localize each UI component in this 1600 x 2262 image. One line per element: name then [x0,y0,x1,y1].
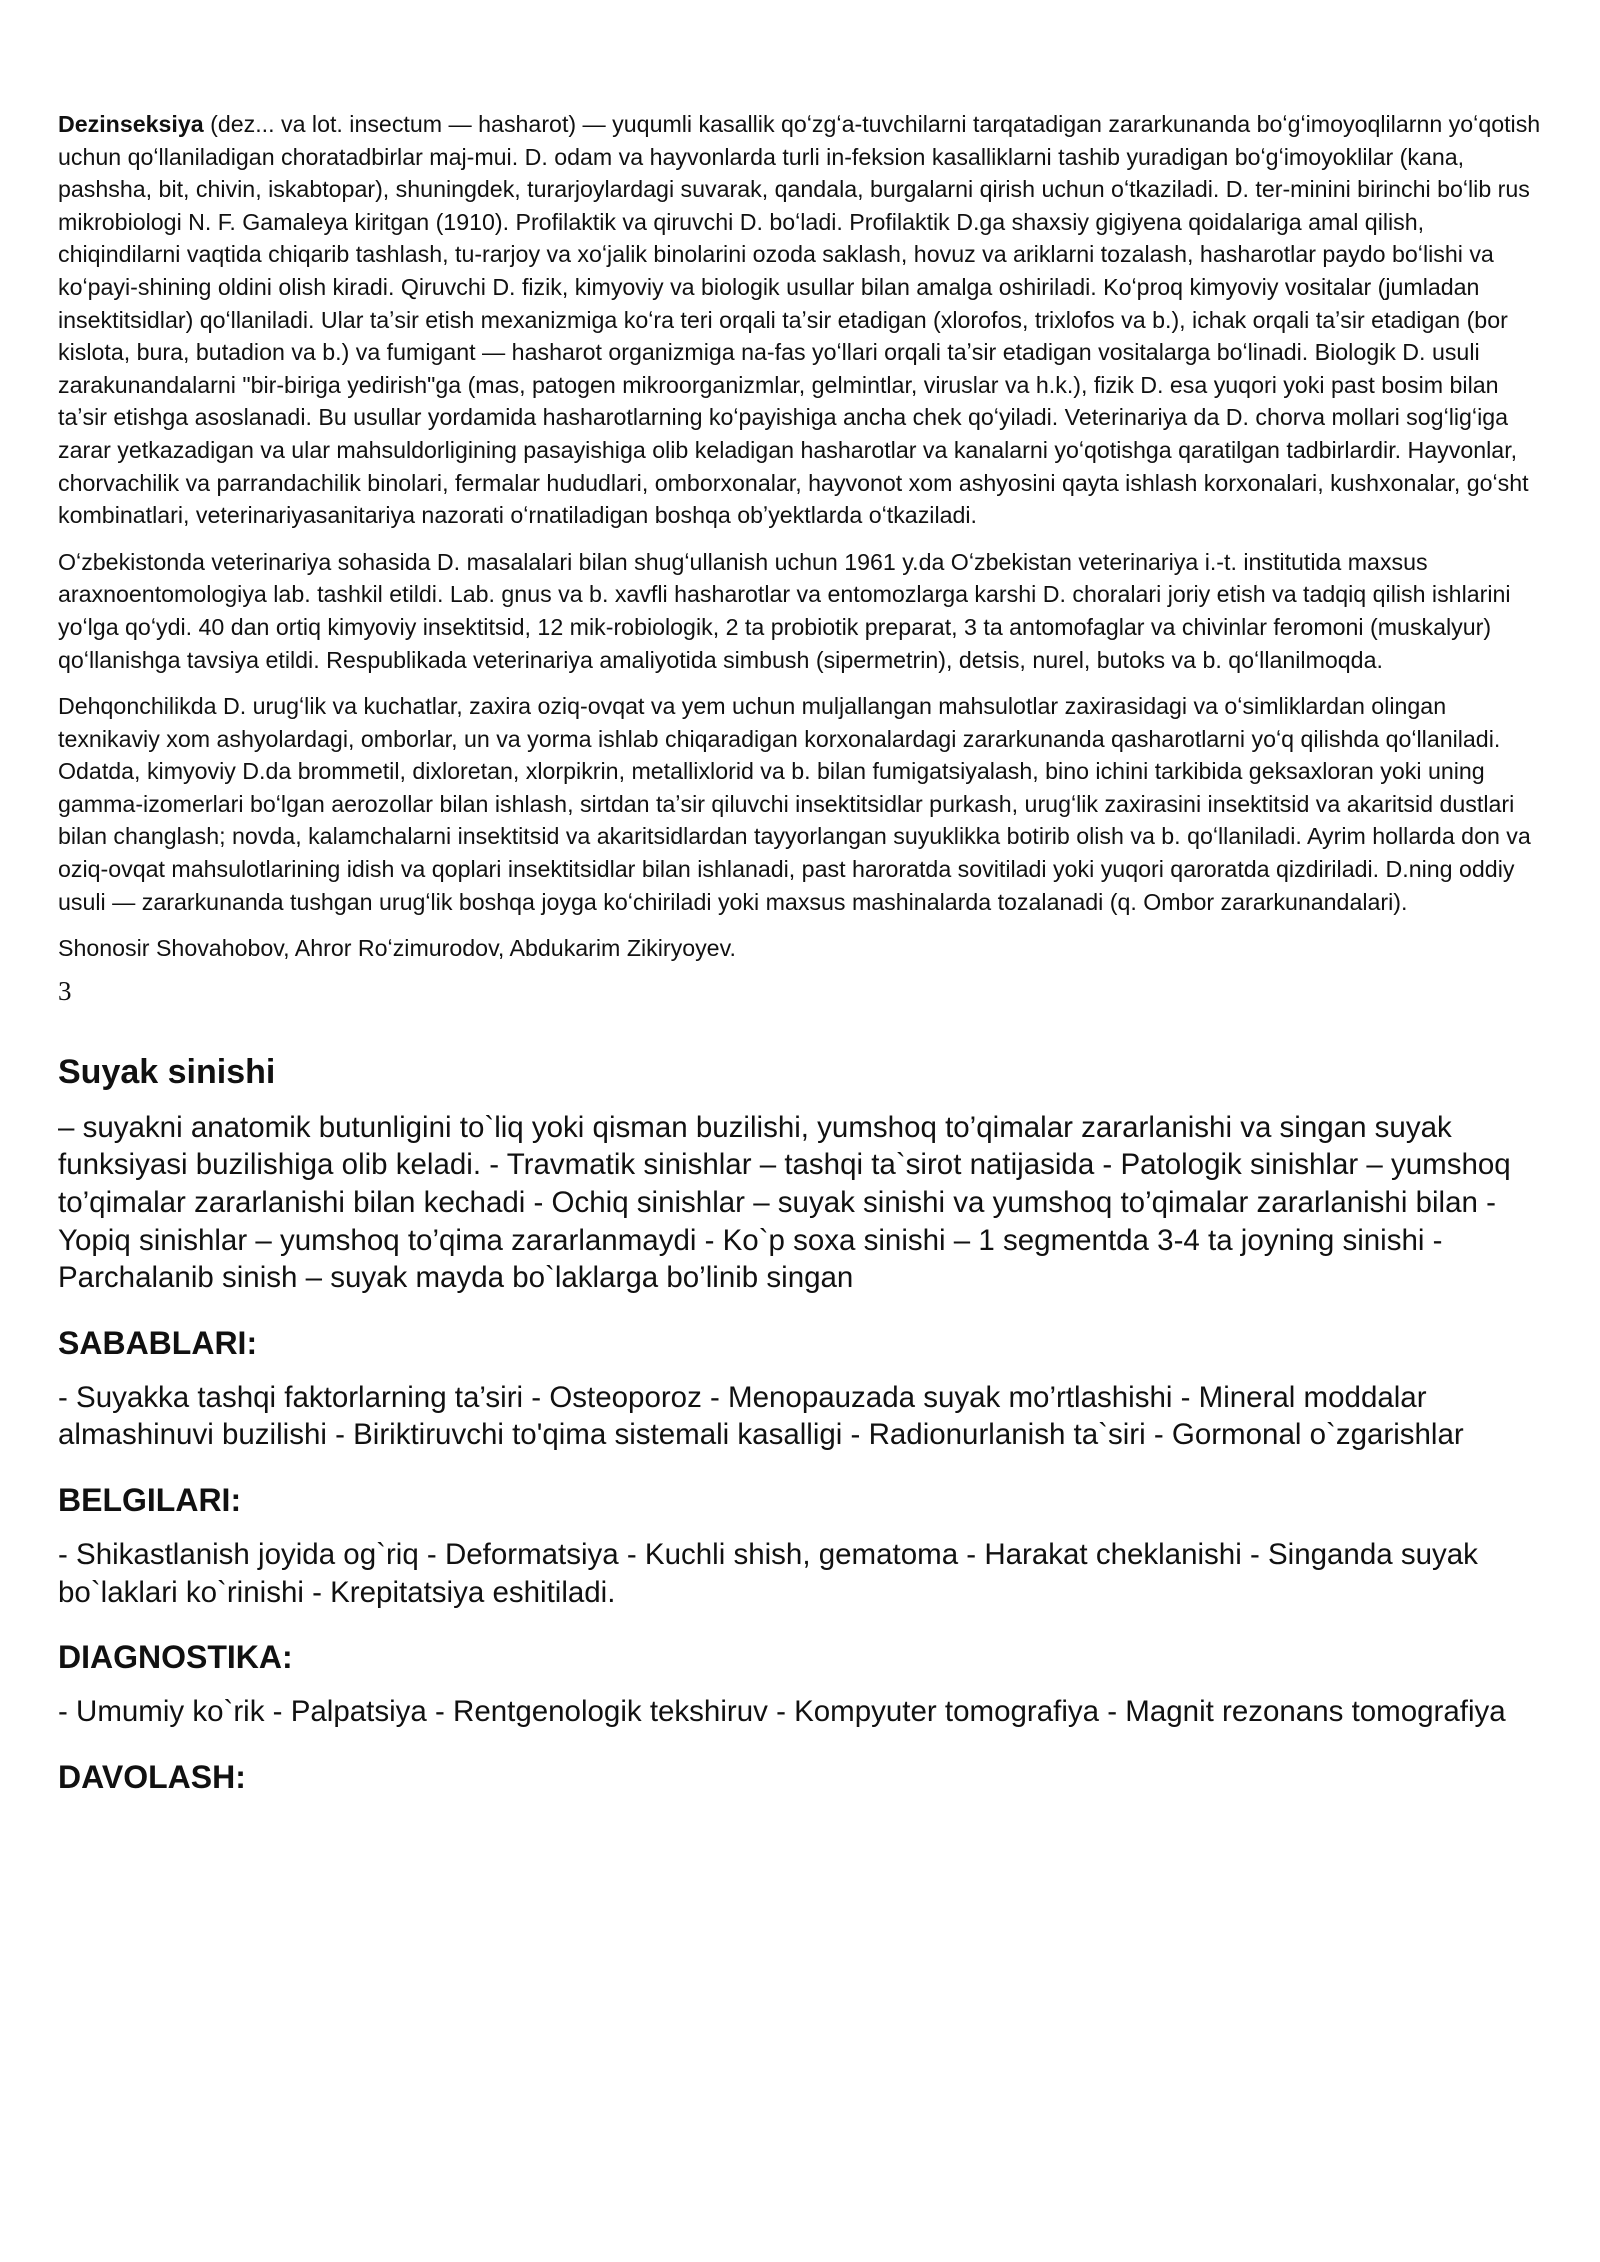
section-title: Suyak sinishi [58,1052,276,1091]
document-page [58,108,1542,1813]
causes-text: - Suyakka tashqi faktorlarning ta’siri - Osteoporoz - Menopauzada suyak mo’rtlashishi - Mineral moddalar almashinuvi buzilishi - Biriktiruvchi to'qima sistemali kasalligi - Radionurlanish ta`siri - Gormonal o`zgarishlar [58,1380,1464,1452]
signs-text: - Shikastlanish joyida og`riq - Deformatsiya - Kuchli shish, gematoma - Harakat cheklanishi - Singanda suyak bo`laklari ko`rinishi - Krepitatsiya eshitiladi. [58,1538,1478,1609]
article-paragraph-3: Dehqonchilikda D. urugʻlik va kuchatlar, zaxira oziq-ovqat va yem uchun muljallangan mahsulotlar zaxirasidagi va oʻsimliklardan olingan texnikaviy xom ashyolardagi, omborlar, un va yorma ishlab chiqaradigan korxonalardagi zararkunanda qasharotlarni yoʻq qilishda qoʻllaniladi. Odatda, kimyoviy D.da brommetil, dixloretan, xlorpikrin, metallixlorid va b. bilan fumigatsiyalash, bino ichini tarkibida geksaxloran yoki uning gamma-izomerlari boʻlgan aerozollar bilan ishlash, sirtdan taʼsir qiluvchi insektitsidlar purkash, urugʻlik zaxirasini insektitsid va akaritsid dustlari bilan changlash; novda, kalamchalarni insektitsid va akaritsidlardan tayyorlangan suyuklikka botirib olish va b. qoʻllaniladi. Ayrim hollarda don va oziq-ovqat mahsulotlarining idish va qoplari insektitsidlar bilan ishlanadi, past haroratda sovitiladi yoki yuqori qaroratda qizdiriladi. D.ning oddiy usuli — zararkunanda tushgan urugʻlik boshqa joyga koʻchiriladi yoki maxsus mashinalarda tozalanadi (q. Ombor zararkunandalari). [58,693,1531,915]
diagnostics-heading: DIAGNOSTIKA: [58,1639,293,1676]
page-number: 3 [58,975,72,1006]
diagnostics-text: - Umumiy ko`rik - Palpatsiya - Rentgenologik tekshiruv - Kompyuter tomografiya - Magnit rezonans tomografiya [58,1695,1506,1729]
article-paragraph-1-text: (dez... va lot. insectum — hasharot) — yuqumli kasallik qoʻzgʻa-tuvchilarni tarqatadigan zararkunanda boʻgʻimoyoqlilarnn yoʻqotish uchun qoʻllaniladigan choratadbirlar maj-mui. D. odam va hayvonlarda turli in-feksion kasalliklarni tashib yuradigan boʻgʻimoyoklilar (kana, pashsha, bit, chivin, iskabtopar), shuningdek, turarjoylardagi suvarak, qandala, burgalarni qirish uchun oʻtkaziladi. D. ter-minini birinchi boʻlib rus mikrobiologi N. F. Gamaleya kiritgan (1910). Profilaktik va qiruvchi D. boʻladi. Profilaktik D.ga shaxsiy gigiyena qoidalariga amal qilish, chiqindilarni vaqtida chiqarib tashlash, tu-rarjoy va xoʻjalik binolarini ozoda saklash, hovuz va ariklarni tozalash, hasharotlar paydo boʻlishi va koʻpayi-shining oldini olish kiradi. Qiruvchi D. fizik, kimyoviy va biologik usullar bilan amalga oshiriladi. Koʻproq kimyoviy vositalar (jumladan insektitsidlar) qoʻllaniladi. Ular taʼsir etish mexanizmiga koʻra teri orqali taʼsir etadigan (xlorofos, trixlofos va b.), ichak orqali taʼsir etadigan (bor kislota, bura, butadion va b.) va fumigant — hasharot organizmiga na-fas yoʻllari orqali taʼsir etadigan vositalarga boʻlinadi. Biologik D. usuli zarakunandalarni "bir-biriga yedirish"ga (mas, patogen mikroorganizmlar, gelmintlar, viruslar va h.k.), fizik D. esa yuqori yoki past bosim bilan taʼsir etishga asoslanadi. Bu usullar yordamida hasharotlarning koʻpayishiga ancha chek qoʻyiladi. Veterinariya da D. chorva mollari sogʻligʻiga zarar yetkazadigan va ular mahsuldorligining pasayishiga olib keladigan hasharotlar va kanalarni yoʻqotishga qaratilgan tadbirlardir. Hayvonlar, chorvachilik va parrandachilik binolari, fermalar hududlari, omborxonalar, hayvonot xom ashyosini qayta ishlash korxonalari, kushxonalar, goʻsht kombinatlari, veterinariyasanitariya nazorati oʻrnatiladigan boshqa obʼyektlarda oʻtkaziladi. [58,111,1541,529]
section-intro: – suyakni anatomik butunligini to`liq yoki qisman buzilishi, yumshoq to’qimalar zararlanishi va singan suyak funksiyasi buzilishiga olib keladi. - Travmatik sinishlar – tashqi ta`sirot natijasida - Patologik sinishlar – yumshoq to’qimalar zararlanishi bilan kechadi - Ochiq sinishlar – suyak sinishi va yumshoq to’qimalar zararlanishi bilan - Yopiq sinishlar – yumshoq to’qima zararlanmaydi - Ko`p soxa sinishi – 1 segmentda 3-4 ta joyning sinishi - Parchalanib sinish – suyak mayda bo`laklarga bo’linib singan [58,1110,1511,1295]
signs-heading: BELGILARI: [58,1482,242,1518]
article-paragraph-1 [58,108,1542,532]
treatment-heading: DAVOLASH: [58,1758,246,1795]
causes-heading: SABABLARI: [58,1324,258,1361]
article-authors: Shonosir Shovahobov, Ahror Roʻzimurodov, Abdukarim Zikiryoyev. [58,935,736,962]
article-term: Dezinseksiya [58,111,204,137]
article-paragraph-2: Oʻzbekistonda veterinariya sohasida D. masalalari bilan shugʻullanish uchun 1961 y.da Oʻzbekistan veterinariya i.-t. institutida maxsus araxnoentomologiya lab. tashkil etildi. Lab. gnus va b. xavfli hasharotlar va entomozlarga karshi D. choralari joriy etish va tadqiq qilish ishlarini yoʻlga qoʻydi. 40 dan ortiq kimyoviy insektitsid, 12 mik-robiologik, 2 ta probiotik preparat, 3 ta antomofaglar va chivinlar feromoni (muskalyur) qoʻllanishga tavsiya etildi. Respublikada veterinariya amaliyotida simbush (sipermetrin), detsis, nurel, butoks va b. qoʻllanilmoqda. [58,548,1511,673]
